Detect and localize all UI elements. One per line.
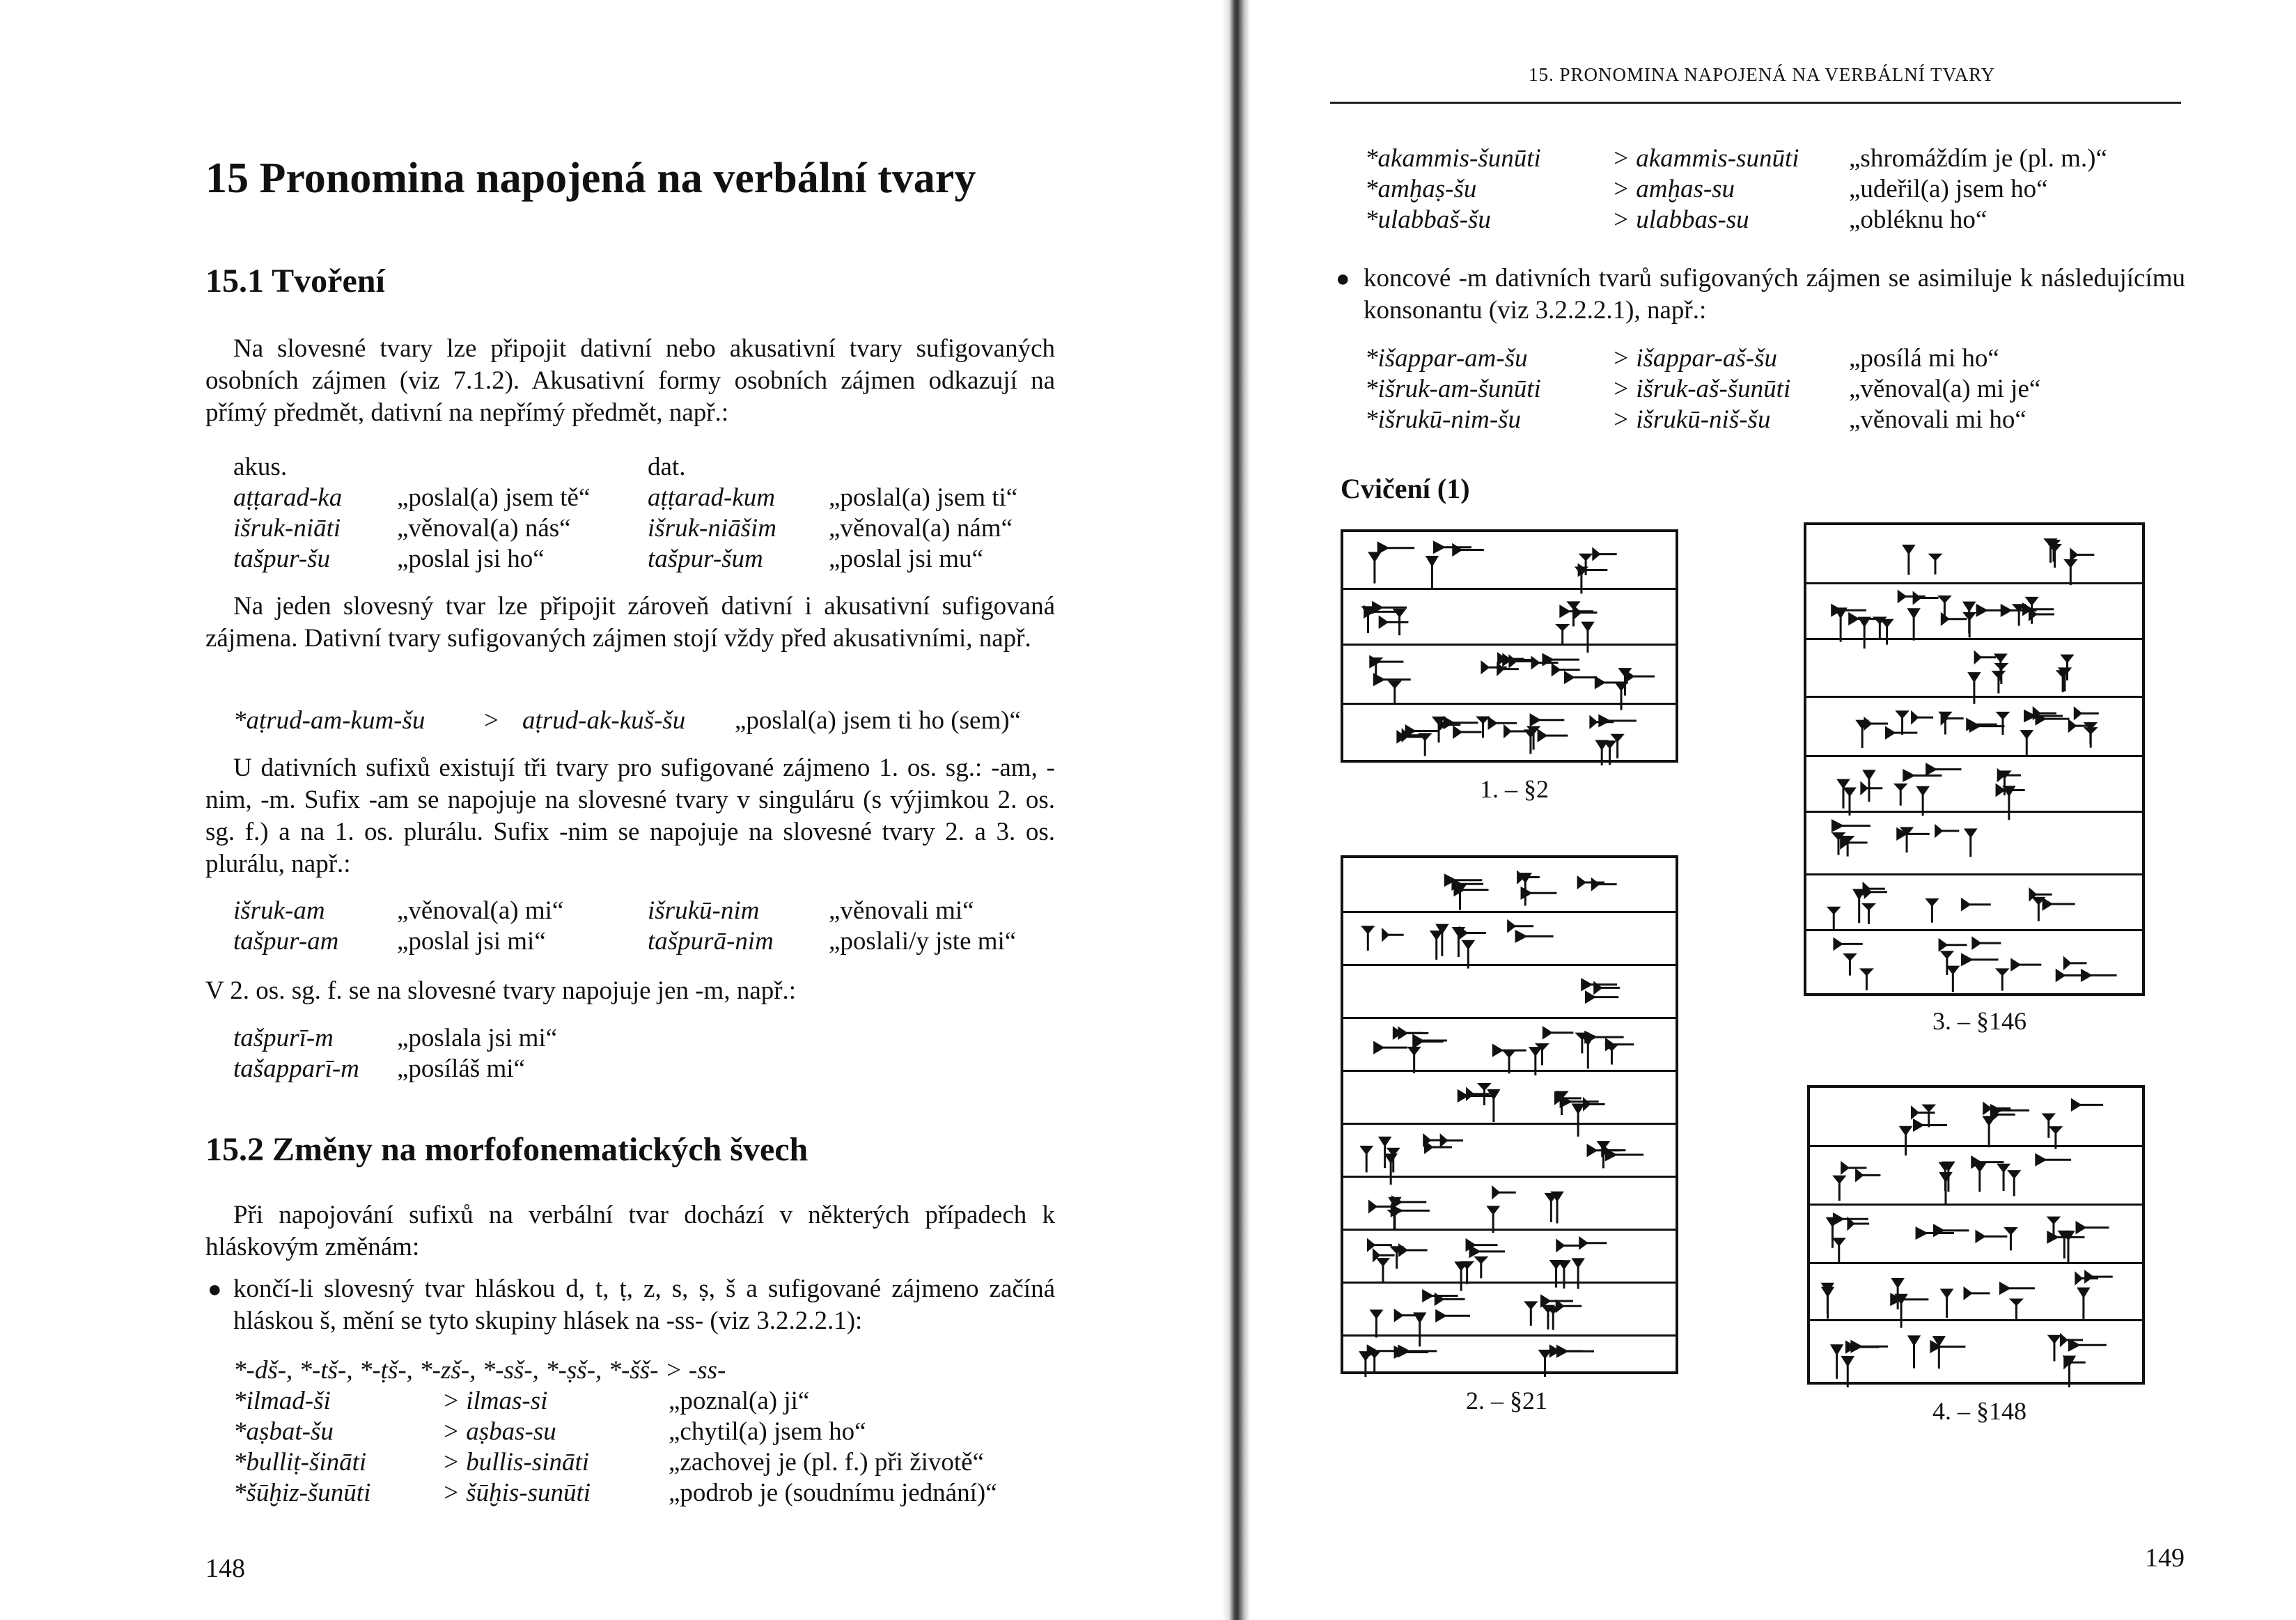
gloss-cell: „poslal jsi mu“	[829, 545, 983, 573]
gloss-cell: „poslal jsi mi“	[397, 927, 546, 956]
form-cell: išruk-niāti	[233, 514, 341, 543]
right-page	[1247, 0, 2296, 1620]
gloss-cell: „udeřil(a) jsem ho“	[1849, 175, 2048, 203]
cuneiform-tablet-3	[1804, 522, 2145, 996]
result-cell: > amḫas-su	[1612, 175, 1735, 203]
book-gutter	[1222, 0, 1250, 1620]
gloss-cell: „obléknu ho“	[1849, 205, 1987, 234]
gloss-cell: „poslal(a) jsem ti“	[829, 483, 1018, 512]
form-cell: tašpurā-nim	[648, 927, 774, 956]
paragraph-dative-suffixes: U dativních sufixů existují tři tvary pro sufigované zájmeno 1. os. sg.: -am, -nim, -m. Sufix -am se napojuje na slovesné tvary v singuláru (s výjimkou 2. os. sg. f.) a na 1. os. plurálu. Sufix -nim se napojuje na slovesné tvary 2. a 3. os. plurálu, např.:	[205, 754, 1055, 878]
form-cell: *bulliṭ-šināti	[233, 1448, 367, 1477]
paragraph-2sgf: V 2. os. sg. f. se na slovesné tvary napojuje jen -m, např.:	[205, 976, 797, 1005]
tablet-caption-3: 3. – §146	[1932, 1007, 2026, 1035]
form-cell: aṭṭarad-ka	[233, 483, 343, 512]
cuneiform-tablet-2	[1341, 855, 1678, 1374]
tablet-caption-1: 1. – §2	[1480, 775, 1549, 803]
form-cell: *amḫaṣ-šu	[1365, 175, 1477, 203]
result-cell: > ulabbas-su	[1612, 205, 1749, 234]
gloss-cell: „poslal(a) jsem tě“	[397, 483, 591, 512]
form-cell: tašpur-am	[233, 927, 339, 956]
cuneiform-signs-icon	[1343, 858, 1681, 1377]
gloss-cell: „posíláš mi“	[397, 1054, 525, 1083]
form-cell: *aṣbat-šu	[233, 1417, 334, 1446]
running-head-rule	[1330, 102, 2181, 104]
gloss-cell: „věnoval(a) nám“	[829, 514, 1013, 543]
form-cell: *išappar-am-šu	[1365, 344, 1528, 373]
result-cell: > išruk-aš-šunūti	[1612, 375, 1791, 403]
form-cell: *šūḫiz-šunūti	[233, 1479, 371, 1507]
tablet-caption-2: 2. – §21	[1466, 1387, 1547, 1415]
gloss-cell: „věnoval(a) mi je“	[1849, 375, 2041, 403]
gloss-cell: „poslala jsi mi“	[397, 1024, 558, 1052]
running-head: 15. PRONOMINA NAPOJENÁ NA VERBÁLNÍ TVARY	[1529, 64, 1996, 85]
form-cell: *išruk-am-šunūti	[1365, 375, 1541, 403]
form-cell: *ulabbaš-šu	[1365, 205, 1491, 234]
gloss-cell: „věnoval(a) mi“	[397, 896, 564, 925]
gloss-cell: „věnovali mi“	[829, 896, 974, 925]
paragraph-changes: Při napojování sufixů na verbální tvar dochází v některých případech k hláskovým změnám:	[205, 1201, 1055, 1261]
form-cell: tašpurī-m	[233, 1024, 334, 1052]
chapter-title: 15 Pronomina napojená na verbální tvary	[205, 155, 976, 202]
paragraph-combination: Na jeden slovesný tvar lze připojit zároveň dativní i akusativní sufigovaná zájmena. Dativní tvary sufigovaných zájmen stojí vždy před akusativními, např.	[205, 592, 1055, 653]
gloss-cell: „poslal(a) jsem ti ho (sem)“	[735, 706, 1021, 735]
bullet-icon: ●	[208, 1277, 222, 1302]
form-cell: išruk-niāšim	[648, 514, 776, 543]
gloss-cell: „poslal jsi ho“	[397, 545, 545, 573]
section-heading-15-2: 15.2 Změny na morfofonematických švech	[205, 1131, 809, 1168]
form-cell: tašapparī-m	[233, 1054, 359, 1083]
result-cell: > ilmas-si	[442, 1387, 548, 1415]
gloss-cell: „chytil(a) jsem ho“	[669, 1417, 866, 1446]
gloss-cell: „shromáždím je (pl. m.)“	[1849, 144, 2107, 173]
dat-header: dat.	[648, 453, 686, 481]
bullet-item-assimilation: koncové -m dativních tvarů sufigovaných zájmen se asimiluje k následujícímu konsonantu (viz 3.2.2.2.1), např.:	[1364, 264, 2185, 325]
form-cell: *akammis-šunūti	[1365, 144, 1541, 173]
bullet-icon: ●	[1336, 266, 1350, 292]
gloss-cell: „poznal(a) ji“	[669, 1387, 810, 1415]
form-cell: išruk-am	[233, 896, 325, 925]
result-cell: > išrukū-niš-šu	[1612, 405, 1771, 434]
tablet-caption-4: 4. – §148	[1932, 1397, 2026, 1425]
result-cell: > bullis-sināti	[442, 1448, 590, 1477]
cuneiform-tablet-4	[1807, 1085, 2145, 1385]
form-cell: *aṭrud-am-kum-šu	[233, 706, 425, 735]
result-cell: > šūḫis-sunūti	[442, 1479, 591, 1507]
page-number-left: 148	[205, 1554, 245, 1583]
rule-line: *-dš-, *-tš-, *-ṭš-, *-zš-, *-sš-, *-ṣš-, *-šš- > -ss-	[233, 1356, 726, 1385]
gloss-cell: „poslali/y jste mi“	[829, 927, 1017, 956]
arrow-cell: >	[484, 706, 499, 735]
form-cell: tašpur-šum	[648, 545, 763, 573]
result-cell: > akammis-sunūti	[1612, 144, 1799, 173]
gloss-cell: „zachovej je (pl. f.) při životě“	[669, 1448, 985, 1477]
form-cell: *išrukū-nim-šu	[1365, 405, 1522, 434]
cuneiform-signs-icon	[1810, 1088, 2148, 1387]
form-cell: aṭrud-ak-kuš-šu	[522, 706, 686, 735]
gloss-cell: „věnoval(a) nás“	[397, 514, 571, 543]
page-number-right: 149	[2145, 1543, 2185, 1573]
bullet-item-ss: končí-li slovesný tvar hláskou d, t, ṭ, z, s, ṣ, š a sufigované zájmeno začíná hláskou š, mění se tyto skupiny hlásek na -ss- (viz 3.2.2.2.1):	[233, 1275, 1055, 1335]
form-cell: tašpur-šu	[233, 545, 331, 573]
result-cell: > išappar-aš-šu	[1612, 344, 1777, 373]
form-cell: išrukū-nim	[648, 896, 760, 925]
gloss-cell: „podrob je (soudnímu jednání)“	[669, 1479, 997, 1507]
exercise-heading: Cvičení (1)	[1341, 473, 1470, 504]
cuneiform-tablet-1	[1341, 529, 1678, 763]
akus-header: akus.	[233, 453, 288, 481]
form-cell: aṭṭarad-kum	[648, 483, 775, 512]
gloss-cell: „posílá mi ho“	[1849, 344, 1999, 373]
cuneiform-signs-icon	[1806, 525, 2148, 999]
section-heading-15-1: 15.1 Tvoření	[205, 263, 385, 299]
paragraph-intro: Na slovesné tvary lze připojit dativní nebo akusativní tvary sufigovaných osobních zájmen (viz 7.1.2). Akusativní formy osobních zájmen odkazují na přímý předmět, dativní na nepřímý předmět, např.:	[205, 334, 1055, 427]
gloss-cell: „věnovali mi ho“	[1849, 405, 2026, 434]
form-cell: *ilmad-ši	[233, 1387, 331, 1415]
cuneiform-signs-icon	[1343, 532, 1681, 765]
result-cell: > aṣbas-su	[442, 1417, 556, 1446]
